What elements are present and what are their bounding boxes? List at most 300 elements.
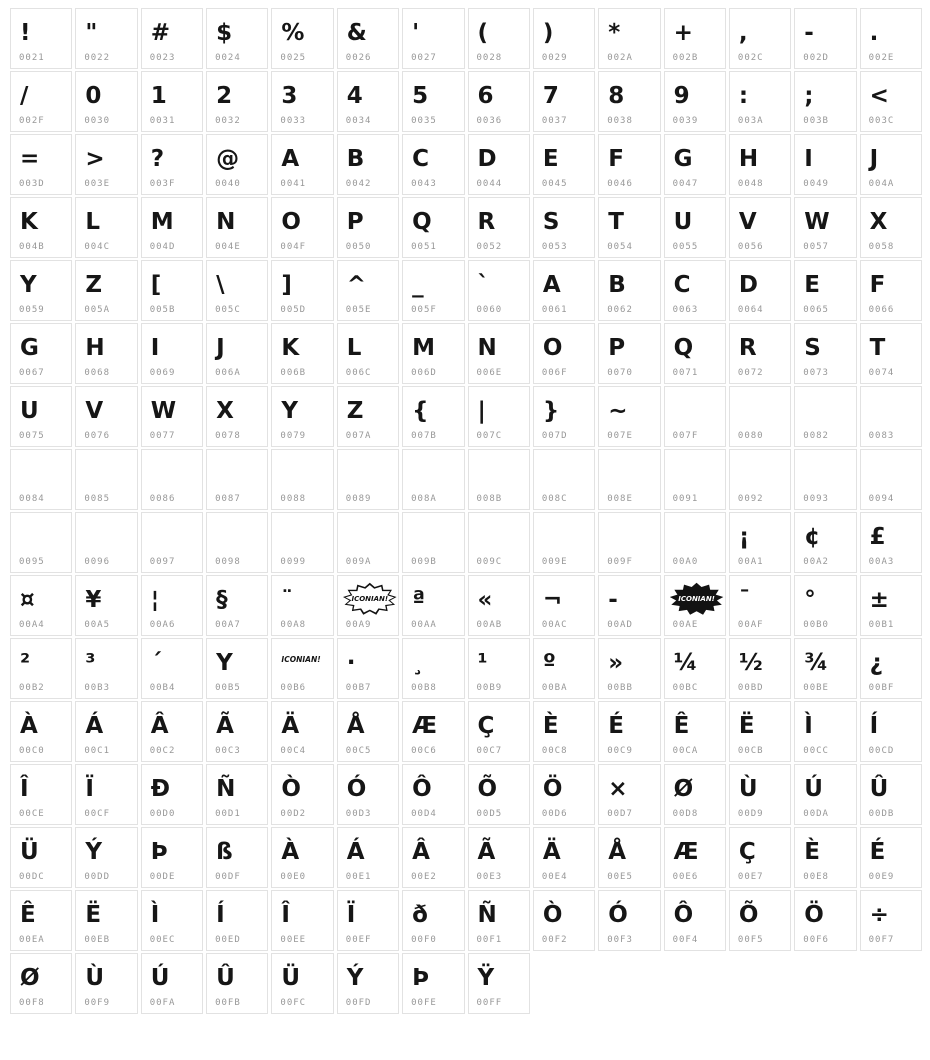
glyph: V (85, 398, 104, 424)
char-cell-0077 (141, 386, 203, 447)
code-label: 0040 (215, 179, 241, 189)
code-label: 0057 (803, 242, 829, 252)
glyph: Ý (346, 965, 364, 991)
char-cell-00B2 (10, 638, 72, 699)
glyph: ) (542, 20, 554, 46)
char-cell-00A1 (729, 512, 791, 573)
char-cell-0087 (206, 449, 268, 510)
char-cell-003C (860, 71, 922, 132)
code-label: 00F0 (411, 935, 437, 945)
code-label: 004F (280, 242, 307, 252)
code-label: 00A3 (868, 557, 895, 567)
code-label: 00DF (215, 872, 241, 882)
char-cell-00CC (794, 701, 856, 762)
char-cell-0023 (141, 8, 203, 69)
code-label: 009F (607, 557, 633, 567)
char-cell-002F (10, 71, 72, 132)
glyph: G (20, 335, 39, 361)
code-label: 0023 (149, 53, 176, 63)
glyph (85, 454, 134, 492)
char-cell-0064 (729, 260, 791, 321)
glyph: Ü (20, 839, 39, 865)
char-cell-00A0 (664, 512, 726, 573)
char-cell-0061 (533, 260, 595, 321)
char-cell-00A8 (271, 575, 333, 636)
glyph (870, 391, 919, 429)
glyph: 0 (85, 83, 102, 109)
char-cell-0086 (141, 449, 203, 510)
code-label: 00B0 (803, 620, 829, 630)
glyph: ¥ (85, 587, 102, 613)
glyph: J (869, 146, 879, 172)
char-cell-00A2 (794, 512, 856, 573)
glyph: H (738, 146, 759, 172)
glyph: É (608, 713, 624, 739)
char-cell-0078 (206, 386, 268, 447)
code-label: 0098 (215, 557, 241, 567)
code-label: 0036 (476, 116, 503, 126)
code-label: 0021 (19, 53, 45, 63)
char-cell-0073 (794, 323, 856, 384)
code-label: 00E9 (868, 872, 895, 882)
code-label: 00C4 (280, 746, 307, 756)
code-label: 0047 (672, 179, 699, 189)
char-cell-009B (402, 512, 464, 573)
char-cell-0022 (75, 8, 137, 69)
code-label: 00CD (868, 746, 895, 756)
code-label: 008B (476, 494, 503, 504)
char-cell-009E (533, 512, 595, 573)
char-cell-00B7 (337, 638, 399, 699)
code-label: 009C (476, 557, 503, 567)
glyph: Ü (281, 965, 301, 991)
code-label: 007D (541, 431, 568, 441)
glyph: Å (608, 839, 627, 865)
code-label: 00A9 (345, 620, 372, 630)
char-cell-0029 (533, 8, 595, 69)
code-label: 0099 (280, 557, 307, 567)
code-label: 0071 (672, 368, 699, 378)
code-label: 00E0 (280, 872, 307, 882)
glyph: ! (20, 20, 31, 46)
code-label: 0046 (607, 179, 633, 189)
code-label: 005E (345, 305, 372, 315)
char-cell-00DE (141, 827, 203, 888)
char-cell-0028 (468, 8, 530, 69)
char-cell-00D0 (141, 764, 203, 825)
char-cell-00E0 (271, 827, 333, 888)
char-cell-00E6 (664, 827, 726, 888)
glyph: · (346, 650, 356, 676)
code-label: 00E5 (607, 872, 633, 882)
char-cell-0058 (860, 197, 922, 258)
glyph: ; (804, 83, 814, 109)
glyph: A (542, 272, 561, 298)
code-label: 0052 (476, 242, 503, 252)
glyph: ^ (346, 272, 367, 298)
char-cell-00ED (206, 890, 268, 951)
char-cell-00D7 (598, 764, 660, 825)
char-cell-00AB (468, 575, 530, 636)
char-cell-00FD (337, 953, 399, 1014)
code-label: 00CF (84, 809, 111, 819)
code-label: 00E1 (345, 872, 372, 882)
glyph (85, 517, 134, 555)
glyph: R (738, 335, 757, 361)
code-label: 0078 (215, 431, 241, 441)
glyph: J (216, 335, 225, 361)
char-cell-00E2 (402, 827, 464, 888)
code-label: 00A5 (84, 620, 111, 630)
char-cell-0033 (271, 71, 333, 132)
glyph: > (85, 146, 105, 172)
code-label: 0074 (868, 368, 895, 378)
code-label: 004A (868, 179, 895, 189)
glyph: ° (804, 587, 816, 613)
code-label: 0038 (607, 116, 633, 126)
glyph: Ù (738, 776, 758, 802)
code-label: 002D (803, 53, 829, 63)
glyph: Ú (150, 965, 170, 991)
glyph (608, 517, 657, 555)
glyph: « (477, 587, 493, 613)
char-cell-006F (533, 323, 595, 384)
char-cell-00AA (402, 575, 464, 636)
glyph: Â (412, 839, 430, 865)
char-cell-00C8 (533, 701, 595, 762)
glyph: Î (20, 776, 29, 802)
code-label: 0026 (345, 53, 372, 63)
glyph (804, 454, 853, 492)
char-cell-00D2 (271, 764, 333, 825)
glyph: ¡ (738, 524, 750, 550)
code-label: 0054 (607, 242, 633, 252)
char-cell-008C (533, 449, 595, 510)
glyph: \ (216, 272, 225, 298)
glyph: Ê (20, 902, 36, 928)
glyph: Æ (673, 839, 699, 865)
code-label: 0093 (803, 494, 829, 504)
char-cell-00B9 (468, 638, 530, 699)
code-label: 00C6 (411, 746, 437, 756)
char-cell-00A7 (206, 575, 268, 636)
glyph: P (608, 335, 626, 361)
glyph: Ñ (477, 902, 497, 928)
glyph: Y (281, 398, 299, 424)
code-label: 0083 (868, 431, 895, 441)
char-cell-009F (598, 512, 660, 573)
glyph: F (608, 146, 624, 172)
code-label: 00B9 (476, 683, 503, 693)
glyph: Õ (477, 776, 498, 802)
glyph: Ô (412, 776, 432, 802)
glyph: L (346, 335, 362, 361)
code-label: 00D1 (215, 809, 241, 819)
glyph: & (346, 20, 367, 46)
glyph: P (346, 209, 364, 235)
glyph: C (673, 272, 691, 298)
code-label: 0055 (672, 242, 699, 252)
code-label: 00B5 (215, 683, 241, 693)
glyph: È (804, 839, 820, 865)
glyph: N (477, 335, 497, 361)
glyph: Â (150, 713, 169, 739)
code-label: 005F (411, 305, 437, 315)
char-cell-00F3 (598, 890, 660, 951)
glyph: ¹ (477, 650, 488, 676)
glyph: ± (869, 587, 889, 613)
char-cell-0083 (860, 386, 922, 447)
glyph: B (608, 272, 626, 298)
code-label: 00F4 (672, 935, 699, 945)
glyph: × (608, 776, 628, 802)
glyph: Õ (738, 902, 759, 928)
code-label: 00AD (607, 620, 633, 630)
char-cell-006B (271, 323, 333, 384)
code-label: 00E8 (803, 872, 829, 882)
char-cell-0021 (10, 8, 72, 69)
char-cell-0072 (729, 323, 791, 384)
code-label: 00C9 (607, 746, 633, 756)
char-cell-00D9 (729, 764, 791, 825)
code-label: 00F6 (803, 935, 829, 945)
char-cell-0032 (206, 71, 268, 132)
char-cell-00EC (141, 890, 203, 951)
char-cell-007A (337, 386, 399, 447)
char-cell-00F4 (664, 890, 726, 951)
char-cell-00E4 (533, 827, 595, 888)
code-label: 00EE (280, 935, 307, 945)
glyph: Ù (85, 965, 105, 991)
glyph: N (216, 209, 236, 235)
code-label: 00E3 (476, 872, 503, 882)
code-label: 007E (607, 431, 633, 441)
char-cell-00F1 (468, 890, 530, 951)
char-cell-00DA (794, 764, 856, 825)
code-label: 005B (149, 305, 176, 315)
glyph: W (150, 398, 177, 424)
code-label: 0091 (672, 494, 699, 504)
char-cell-0047 (664, 134, 726, 195)
code-label: 00D0 (149, 809, 176, 819)
glyph: Ð (150, 776, 170, 802)
char-cell-00D8 (664, 764, 726, 825)
char-cell-0095 (10, 512, 72, 573)
glyph: : (738, 83, 749, 109)
glyph: Ú (804, 776, 823, 802)
code-label: 00AB (476, 620, 503, 630)
glyph: Û (216, 965, 235, 991)
glyph: ¯ (738, 587, 751, 613)
code-label: 00F2 (541, 935, 568, 945)
code-label: 00C5 (345, 746, 372, 756)
glyph (216, 454, 265, 492)
code-label: 00F3 (607, 935, 633, 945)
code-label: 00EF (345, 935, 372, 945)
code-label: 003A (737, 116, 764, 126)
char-cell-007B (402, 386, 464, 447)
char-cell-005F (402, 260, 464, 321)
code-label: 0063 (672, 305, 699, 315)
glyph: Ó (346, 776, 367, 802)
char-cell-00F8 (10, 953, 72, 1014)
char-cell-004A (860, 134, 922, 195)
char-cell-00C2 (141, 701, 203, 762)
char-cell-00C1 (75, 701, 137, 762)
code-label: 0037 (541, 116, 568, 126)
char-cell-0043 (402, 134, 464, 195)
glyph (543, 517, 592, 555)
char-cell-00D3 (337, 764, 399, 825)
glyph: ¬ (542, 587, 563, 613)
char-cell-00CD (860, 701, 922, 762)
glyph: A (281, 146, 300, 172)
glyph: ¦ (150, 587, 160, 613)
code-label: 0059 (19, 305, 45, 315)
code-label: 009B (411, 557, 437, 567)
char-cell-005A (75, 260, 137, 321)
code-label: 00ED (215, 935, 241, 945)
code-label: 006A (215, 368, 241, 378)
code-label: 0069 (149, 368, 176, 378)
code-label: 0022 (84, 53, 111, 63)
code-label: 0060 (476, 305, 503, 315)
glyph: ÷ (869, 902, 889, 928)
glyph (412, 517, 461, 555)
char-cell-006E (468, 323, 530, 384)
glyph: X (216, 398, 234, 424)
char-cell-006C (337, 323, 399, 384)
glyph: 2 (216, 83, 233, 109)
code-label: 004B (19, 242, 45, 252)
glyph: K (20, 209, 38, 235)
glyph: Å (346, 713, 365, 739)
code-label: 00BF (868, 683, 895, 693)
char-cell-005D (271, 260, 333, 321)
char-cell-0052 (468, 197, 530, 258)
char-cell-00C5 (337, 701, 399, 762)
code-label: 005A (84, 305, 111, 315)
glyph: ð (412, 902, 428, 928)
code-label: 0066 (868, 305, 895, 315)
char-cell-00C9 (598, 701, 660, 762)
glyph: D (477, 146, 497, 172)
char-cell-0097 (141, 512, 203, 573)
char-cell-0040 (206, 134, 268, 195)
glyph (870, 454, 919, 492)
glyph: Ö (804, 902, 824, 928)
iconian-logo-burst-filled (670, 581, 724, 617)
char-cell-00A9 (337, 575, 399, 636)
glyph (674, 391, 723, 429)
code-label: 00A6 (149, 620, 176, 630)
char-cell-0045 (533, 134, 595, 195)
glyph (151, 454, 200, 492)
code-label: 0048 (737, 179, 764, 189)
glyph: S (542, 209, 560, 235)
glyph: ½ (738, 650, 763, 676)
iconian-logo-burst-outline (343, 581, 397, 617)
char-cell-00D6 (533, 764, 595, 825)
char-cell-00FF (468, 953, 530, 1014)
code-label: 0025 (280, 53, 307, 63)
char-cell-0093 (794, 449, 856, 510)
glyph: Ò (542, 902, 563, 928)
glyph: O (281, 209, 301, 235)
char-cell-0066 (860, 260, 922, 321)
glyph: T (869, 335, 886, 361)
char-cell-0063 (664, 260, 726, 321)
char-cell-00CA (664, 701, 726, 762)
char-cell-00B8 (402, 638, 464, 699)
code-label: 0080 (737, 431, 764, 441)
code-label: 00EC (149, 935, 176, 945)
glyph (151, 517, 200, 555)
code-label: 00C0 (19, 746, 45, 756)
char-cell-0069 (141, 323, 203, 384)
code-label: 003C (868, 116, 895, 126)
glyph: É (869, 839, 886, 865)
glyph: 6 (477, 83, 494, 109)
glyph: Z (85, 272, 103, 298)
code-label: 009E (541, 557, 568, 567)
char-cell-0054 (598, 197, 660, 258)
code-label: 0095 (19, 557, 45, 567)
code-label: 00FC (280, 998, 307, 1008)
char-cell-00BC (664, 638, 726, 699)
char-cell-00A5 (75, 575, 137, 636)
code-label: 0035 (411, 116, 437, 126)
glyph: Ã (477, 839, 496, 865)
glyph: + (673, 20, 693, 46)
glyph: [ (150, 272, 162, 298)
code-label: 00D2 (280, 809, 307, 819)
code-label: 00B4 (149, 683, 176, 693)
glyph: = (20, 146, 40, 172)
code-label: 00F1 (476, 935, 503, 945)
char-cell-0068 (75, 323, 137, 384)
char-cell-008E (598, 449, 660, 510)
code-label: 0030 (84, 116, 111, 126)
glyph: 7 (542, 83, 559, 109)
char-cell-0096 (75, 512, 137, 573)
char-cell-00F9 (75, 953, 137, 1014)
glyph (216, 517, 265, 555)
code-label: 0067 (19, 368, 45, 378)
glyph: Þ (150, 839, 168, 865)
glyph: { (412, 398, 429, 424)
char-cell-0059 (10, 260, 72, 321)
glyph: D (738, 272, 759, 298)
char-cell-00DC (10, 827, 72, 888)
glyph (674, 517, 723, 555)
char-cell-004C (75, 197, 137, 258)
code-label: 006F (541, 368, 568, 378)
code-label: 0075 (19, 431, 45, 441)
char-cell-0039 (664, 71, 726, 132)
glyph: * (608, 20, 621, 46)
glyph: Z (346, 398, 364, 424)
glyph: Q (412, 209, 432, 235)
glyph: Þ (412, 965, 430, 991)
code-label: 0051 (411, 242, 437, 252)
glyph (347, 517, 396, 555)
char-cell-00BB (598, 638, 660, 699)
glyph: Ò (281, 776, 301, 802)
glyph: | (477, 398, 486, 424)
glyph (281, 454, 330, 492)
char-cell-0067 (10, 323, 72, 384)
